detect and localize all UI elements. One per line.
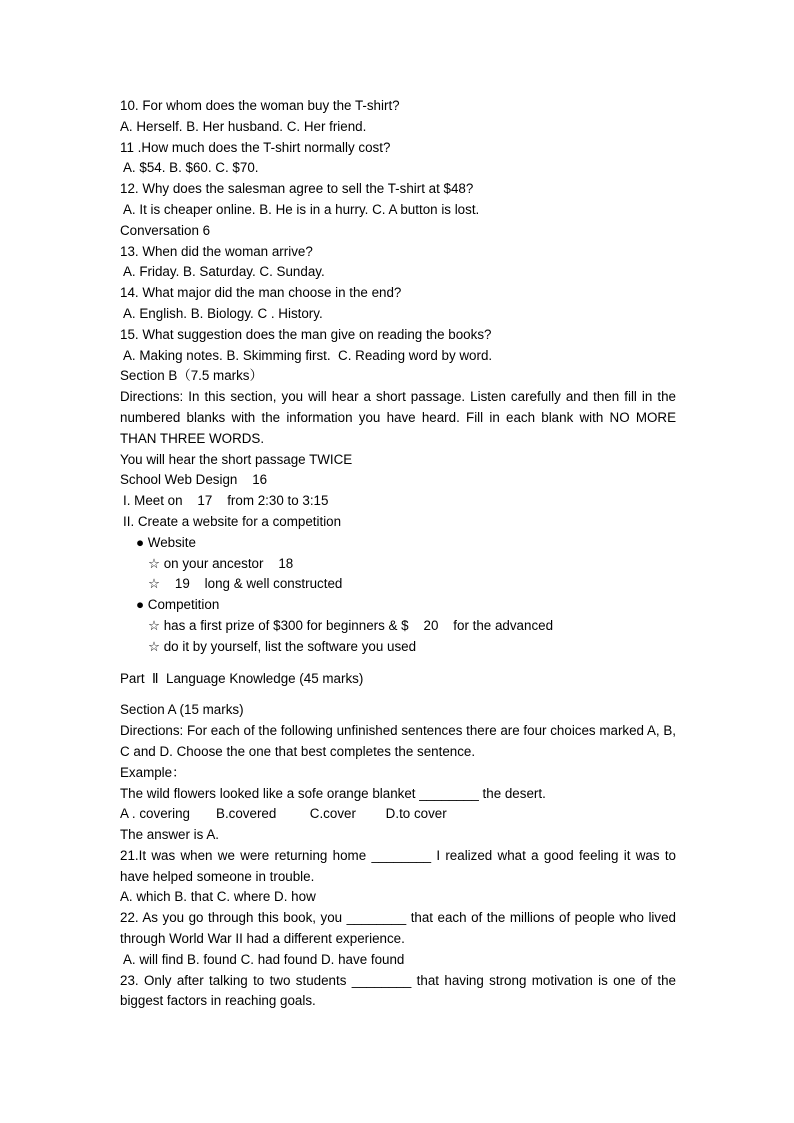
question-10: 10. For whom does the woman buy the T-shirt? [120,98,400,113]
section-b-twice-note: You will hear the short passage TWICE [120,451,353,467]
outline-item-2: II. Create a website for a competition [123,513,342,529]
part-2-heading: Part Ⅱ Language Knowledge (45 marks) [120,670,364,686]
question-23: 23. Only after talking to two students ________ that having strong motivation is one of the biggest factors in reaching goals. [120,972,676,1009]
question-12: 12. Why does the salesman agree to sell the T-shirt at $48? [120,181,474,197]
part-2-directions: Directions: For each of the following unfinished sentences there are four choices marked A, B, C and D. Choose the one that best completes the sentence. [120,723,677,759]
outline-competition-point-a: ☆ has a first prize of $300 for beginners & $ 20 for the advanced [148,617,554,633]
question-21: 21.It was when we were returning home ________ I realized what a good feeling it was to have helped someone in trouble. [120,847,676,884]
question-21-options: A. which B. that C. where D. how [120,889,316,905]
question-15-options: A. Making notes. B. Skimming first. C. Reading word by word. [123,347,493,363]
question-11: 11 .How much does the T-shirt normally cost? [120,139,391,155]
question-13-options: A. Friday. B. Saturday. C. Sunday. [123,264,325,280]
question-14: 14. What major did the man choose in the end? [120,285,402,301]
question-10-options: A. Herself. B. Her husband. C. Her friend. [120,118,367,134]
question-11-options: A. $54. B. $60. C. $70. [123,160,259,176]
question-12-options: A. It is cheaper online. B. He is in a hurry. C. A button is lost. [123,201,480,217]
question-15: 15. What suggestion does the man give on reading the books? [120,326,492,342]
document-body [120,96,676,1012]
question-13: 13. When did the woman arrive? [120,243,313,259]
conversation-6-heading: Conversation 6 [120,222,211,238]
question-22-options: A. will find B. found C. had found D. have found [123,951,405,967]
example-options: A . covering B.covered C.cover D.to cover [120,806,447,822]
outline-website-point-b: ☆ 19 long & well constructed [148,576,343,592]
question-14-options: A. English. B. Biology. C . History. [123,305,323,321]
example-label: Example： [120,764,186,780]
example-sentence: The wild flowers looked like a sofe orange blanket ________ the desert. [120,785,546,801]
passage-title: School Web Design 16 [120,472,268,488]
section-b-directions: Directions: In this section, you will hear a short passage. Listen carefully and then fill in the numbered blanks with the information you have heard. Fill in each blank with NO MORE THAN THREE WORDS. [120,389,676,446]
outline-competition-bullet: ● Competition [136,597,220,613]
example-answer: The answer is A. [120,827,219,843]
outline-website-bullet: ● Website [136,534,196,550]
part-2-section-a-heading: Section A (15 marks) [120,702,244,718]
section-b-heading: Section B（7.5 marks） [120,368,263,384]
outline-item-1: I. Meet on 17 from 2:30 to 3:15 [123,493,329,509]
question-22: 22. As you go through this book, you ________ that each of the millions of people who lived through World War II had a different experience. [120,910,676,947]
outline-website-point-a: ☆ on your ancestor 18 [148,555,294,571]
outline-competition-point-b: ☆ do it by yourself, list the software you used [148,638,417,654]
